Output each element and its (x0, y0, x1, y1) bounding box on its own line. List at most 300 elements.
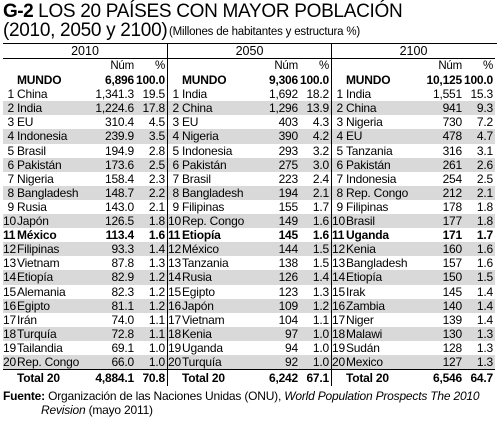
rank-cell: 12 (3, 242, 16, 257)
table-row (332, 87, 495, 101)
country-cell: Etiopía (182, 228, 221, 243)
table-row (168, 158, 331, 172)
table-row (168, 327, 331, 341)
table-row (332, 101, 495, 115)
rank-cell: 11 (332, 228, 345, 243)
table-row (168, 242, 331, 256)
total-pct: 67.1 (306, 371, 329, 386)
num-cell: 390 (278, 129, 298, 144)
country-cell: Pakistán (17, 157, 62, 172)
country-cell: Egipto (17, 298, 50, 313)
num-cell: 194 (278, 185, 298, 200)
country-cell: India (17, 101, 43, 116)
rank-cell: 10 (168, 214, 181, 229)
table-row (3, 256, 167, 270)
table-row (168, 115, 331, 129)
rank-cell: 16 (168, 298, 181, 313)
panel-year: 2010 (3, 44, 167, 59)
rank-cell: 16 (332, 298, 345, 313)
country-cell: Pakistán (182, 157, 227, 172)
country-cell: Rep. Congo (182, 214, 245, 229)
world-pct: 100.0 (299, 73, 329, 88)
pct-cell: 1.6 (476, 242, 493, 257)
country-cell: México (17, 228, 57, 243)
world-pct: 100.0 (463, 73, 493, 88)
pct-cell: 15.3 (470, 87, 493, 102)
country-cell: Brasil (182, 171, 211, 186)
pct-cell: 2.8 (148, 143, 165, 158)
rank-cell: 9 (172, 199, 179, 214)
country-cell: Etiopía (17, 270, 53, 285)
num-cell: 82.9 (111, 270, 134, 285)
rank-cell: 5 (336, 143, 343, 158)
subtitle-row (3, 21, 497, 41)
total-label: Total 20 (182, 371, 225, 386)
subtitle: (2010, 2050 y 2100) (3, 20, 168, 41)
num-cell: 310.4 (104, 115, 134, 130)
num-cell: 128 (442, 340, 462, 355)
table-row (332, 200, 495, 214)
num-cell: 316 (442, 143, 462, 158)
pct-cell: 1.4 (148, 242, 165, 257)
pct-cell: 1.6 (148, 228, 165, 243)
num-cell: 94 (285, 340, 298, 355)
table-row (3, 115, 167, 129)
pct-cell: 1.1 (312, 312, 329, 327)
rank-cell: 6 (336, 157, 343, 172)
column-header (3, 59, 167, 73)
country-cell: Bangladesh (182, 185, 244, 200)
table-row (168, 313, 331, 327)
country-cell: Bangladesh (346, 256, 408, 271)
total-row (3, 369, 167, 386)
country-cell: Vietnam (182, 312, 225, 327)
table-row (332, 186, 495, 200)
table-row (168, 285, 331, 299)
pct-cell: 1.0 (148, 340, 165, 355)
rank-cell: 18 (168, 326, 181, 341)
num-header: Núm (274, 60, 298, 72)
table-row (3, 129, 167, 143)
panel-2010 (3, 44, 167, 386)
country-cell: Filipinas (346, 199, 389, 214)
source-text: Organización de las Naciones Unidas (ONU), (48, 389, 282, 404)
table-row (332, 242, 495, 256)
world-label: MUNDO (182, 73, 227, 88)
pct-cell: 1.2 (148, 284, 165, 299)
country-cell: Rusia (182, 270, 212, 285)
num-cell: 157 (442, 256, 462, 271)
panel-2050 (167, 44, 331, 386)
rank-cell: 3 (172, 115, 179, 130)
pct-cell: 1.4 (476, 298, 493, 313)
rank-cell: 6 (7, 157, 14, 172)
panel-year: 2050 (168, 44, 331, 59)
num-cell: 403 (278, 115, 298, 130)
pct-cell: 4.2 (312, 129, 329, 144)
country-cell: Sudán (346, 340, 380, 355)
rank-cell: 11 (3, 228, 16, 243)
num-cell: 148.7 (104, 185, 134, 200)
country-cell: Zambia (346, 298, 385, 313)
total-pct: 64.7 (470, 371, 493, 386)
num-header: Núm (438, 60, 462, 72)
total-row (332, 369, 495, 386)
rank-cell: 8 (336, 185, 343, 200)
num-cell: 478 (442, 129, 462, 144)
pct-cell: 2.1 (148, 199, 165, 214)
country-cell: EU (346, 129, 363, 144)
pct-cell: 3.2 (312, 143, 329, 158)
num-cell: 69.1 (111, 340, 134, 355)
country-cell: Nigeria (17, 171, 54, 186)
table-row (3, 299, 167, 313)
country-cell: Indonesia (182, 143, 233, 158)
pct-cell: 1.3 (312, 284, 329, 299)
rank-cell: 19 (168, 340, 181, 355)
rank-cell: 7 (7, 171, 14, 186)
pct-header: % (482, 60, 493, 72)
num-cell: 130 (442, 326, 462, 341)
rank-cell: 15 (168, 284, 181, 299)
rank-cell: 14 (168, 270, 181, 285)
tables-container (3, 43, 497, 386)
num-cell: 177 (442, 214, 462, 229)
table-row (3, 87, 167, 101)
num-cell: 1,551 (432, 87, 462, 102)
table-row (168, 101, 331, 115)
pct-cell: 1.3 (476, 354, 493, 369)
rank-cell: 13 (332, 256, 345, 271)
table-row (332, 285, 495, 299)
rank-cell: 17 (3, 312, 16, 327)
num-cell: 155 (278, 199, 298, 214)
rank-cell: 3 (7, 115, 14, 130)
world-row (3, 73, 167, 87)
country-cell: Turquía (182, 354, 222, 369)
rank-cell: 14 (332, 270, 345, 285)
table-row (332, 256, 495, 270)
country-cell: Irán (17, 312, 37, 327)
world-row (168, 73, 331, 87)
rank-cell: 15 (332, 284, 345, 299)
rank-cell: 2 (7, 101, 14, 116)
rank-cell: 2 (336, 101, 343, 116)
pct-cell: 19.5 (142, 87, 165, 102)
table-row (3, 355, 167, 369)
num-cell: 223 (278, 171, 298, 186)
table-row (332, 158, 495, 172)
source-date: (mayo 2011) (88, 403, 153, 418)
country-cell: China (17, 87, 48, 102)
pct-header: % (154, 60, 165, 72)
pct-cell: 13.9 (306, 101, 329, 116)
num-cell: 126.5 (104, 214, 134, 229)
world-num: 6,896 (104, 73, 134, 88)
rank-header (3, 59, 17, 73)
table-row (332, 313, 495, 327)
num-cell: 149 (278, 214, 298, 229)
table-row (332, 228, 495, 242)
num-cell: 72.8 (111, 326, 134, 341)
rank-cell: 12 (168, 242, 181, 257)
total-num: 4,884.1 (95, 371, 134, 386)
num-cell: 158.4 (104, 171, 134, 186)
table-row (3, 228, 167, 242)
table-row (3, 172, 167, 186)
total-num: 6,546 (432, 371, 462, 386)
table-row (168, 256, 331, 270)
title-code: G-2 (3, 1, 34, 22)
num-cell: 730 (442, 115, 462, 130)
table-row (168, 186, 331, 200)
rank-cell: 20 (168, 354, 181, 369)
country-cell: Pakistán (346, 157, 391, 172)
num-cell: 123 (278, 284, 298, 299)
num-cell: 145 (278, 228, 298, 243)
country-cell: Japón (17, 214, 49, 229)
country-cell: Rep. Congo (346, 185, 409, 200)
table-row (3, 242, 167, 256)
rank-cell: 13 (168, 256, 181, 271)
country-cell: Indonesia (346, 171, 397, 186)
rank-cell: 7 (172, 171, 179, 186)
table-row (3, 341, 167, 355)
num-cell: 1,296 (268, 101, 298, 116)
country-cell: Niger (346, 312, 374, 327)
rank-cell: 1 (7, 87, 14, 102)
country-cell: Brasil (17, 143, 46, 158)
num-cell: 145 (442, 284, 462, 299)
pct-cell: 9.3 (476, 101, 493, 116)
total-label: Total 20 (17, 371, 60, 386)
rank-cell: 6 (172, 157, 179, 172)
rank-cell: 13 (3, 256, 16, 271)
table-row (332, 214, 495, 228)
pct-cell: 18.2 (306, 87, 329, 102)
num-cell: 93.3 (111, 242, 134, 257)
country-cell: Vietnam (17, 256, 60, 271)
country-cell: EU (182, 115, 199, 130)
num-cell: 127 (442, 354, 462, 369)
source-title-2: Revision (41, 403, 86, 418)
rank-header (168, 59, 182, 73)
country-cell: Egipto (182, 284, 215, 299)
panel-year: 2100 (332, 44, 495, 59)
country-cell: China (182, 101, 213, 116)
table-row (3, 313, 167, 327)
table-row (168, 144, 331, 158)
num-cell: 1,692 (268, 87, 298, 102)
num-cell: 92 (285, 354, 298, 369)
pct-cell: 1.3 (476, 326, 493, 341)
country-cell: Nigeria (346, 115, 383, 130)
num-cell: 1,224.6 (95, 101, 134, 116)
num-cell: 239.9 (104, 129, 134, 144)
country-cell: Filipinas (17, 242, 60, 257)
world-row (332, 73, 495, 87)
pct-cell: 4.7 (476, 129, 493, 144)
num-cell: 81.1 (111, 298, 134, 313)
rank-cell: 9 (336, 199, 343, 214)
num-cell: 66.0 (111, 354, 134, 369)
rank-cell: 8 (7, 185, 14, 200)
pct-cell: 1.5 (476, 270, 493, 285)
table-row (332, 270, 495, 284)
rank-cell: 18 (3, 326, 16, 341)
country-cell: Alemania (17, 284, 66, 299)
rank-cell: 4 (336, 129, 343, 144)
pct-cell: 1.2 (312, 298, 329, 313)
table-row (332, 129, 495, 143)
rank-cell: 12 (332, 242, 345, 257)
pct-cell: 1.1 (148, 326, 165, 341)
num-cell: 941 (442, 101, 462, 116)
pct-cell: 1.3 (148, 256, 165, 271)
total-label: Total 20 (346, 371, 389, 386)
rank-cell: 7 (336, 171, 343, 186)
table-row (332, 115, 495, 129)
pct-cell: 1.4 (476, 312, 493, 327)
num-cell: 126 (278, 270, 298, 285)
country-cell: Tailandia (17, 340, 63, 355)
pct-cell: 1.3 (476, 340, 493, 355)
country-cell: Malawi (346, 326, 383, 341)
num-cell: 173.6 (104, 157, 134, 172)
table-row (3, 285, 167, 299)
country-cell: Rusia (17, 199, 47, 214)
column-header (168, 59, 331, 73)
rank-cell: 18 (332, 326, 345, 341)
pct-cell: 1.2 (148, 270, 165, 285)
table-row (3, 200, 167, 214)
table-row (168, 87, 331, 101)
table-row (332, 299, 495, 313)
pct-cell: 1.4 (312, 270, 329, 285)
country-header (182, 59, 258, 73)
source-title-1: World Population Prospects The 2010 (284, 389, 480, 404)
pct-cell: 1.6 (476, 256, 493, 271)
pct-cell: 3.1 (476, 143, 493, 158)
pct-cell: 4.3 (312, 115, 329, 130)
pct-cell: 1.8 (148, 214, 165, 229)
table-row (168, 270, 331, 284)
num-cell: 212 (442, 185, 462, 200)
num-cell: 139 (442, 312, 462, 327)
rank-cell: 5 (172, 143, 179, 158)
column-header (332, 59, 495, 73)
pct-cell: 1.6 (312, 228, 329, 243)
rank-cell: 17 (168, 312, 181, 327)
source-label: Fuente: (3, 389, 45, 404)
pct-cell: 1.5 (312, 242, 329, 257)
num-cell: 109 (278, 298, 298, 313)
country-cell: India (346, 87, 372, 102)
pct-cell: 1.6 (312, 214, 329, 229)
num-cell: 160 (442, 242, 462, 257)
num-cell: 293 (278, 143, 298, 158)
table-row (3, 158, 167, 172)
country-cell: Tanzania (346, 143, 393, 158)
pct-cell: 17.8 (142, 101, 165, 116)
pct-cell: 2.5 (476, 171, 493, 186)
rank-cell: 9 (7, 199, 14, 214)
pct-cell: 1.8 (476, 199, 493, 214)
pct-cell: 2.5 (148, 157, 165, 172)
num-cell: 275 (278, 157, 298, 172)
table-row (3, 214, 167, 228)
num-cell: 82.3 (111, 284, 134, 299)
country-cell: Brasil (346, 214, 375, 229)
country-cell: Rep. Congo (17, 354, 80, 369)
num-cell: 254 (442, 171, 462, 186)
rank-cell: 1 (336, 87, 343, 102)
country-cell: India (182, 87, 208, 102)
country-cell: Mexico (346, 354, 383, 369)
rank-cell: 11 (168, 228, 181, 243)
table-row (332, 172, 495, 186)
country-cell: Etiopía (346, 270, 382, 285)
total-pct: 70.8 (142, 371, 165, 386)
table-row (168, 341, 331, 355)
pct-cell: 1.0 (312, 354, 329, 369)
rank-cell: 8 (172, 185, 179, 200)
table-row (3, 186, 167, 200)
country-cell: China (346, 101, 377, 116)
rank-header (332, 59, 346, 73)
pct-cell: 1.1 (148, 312, 165, 327)
pct-cell: 2.3 (148, 171, 165, 186)
pct-cell: 1.0 (312, 326, 329, 341)
total-row (168, 369, 331, 386)
pct-cell: 3.5 (148, 129, 165, 144)
pct-cell: 1.8 (476, 214, 493, 229)
table-row (332, 355, 495, 369)
rank-cell: 14 (3, 270, 16, 285)
table-row (168, 214, 331, 228)
num-cell: 1,341.3 (95, 87, 134, 102)
num-header: Núm (110, 60, 134, 72)
pct-cell: 1.0 (312, 340, 329, 355)
pct-cell: 2.6 (476, 157, 493, 172)
world-num: 9,306 (268, 73, 298, 88)
table-row (332, 341, 495, 355)
country-cell: Kenia (346, 242, 376, 257)
table-row (168, 299, 331, 313)
table-row (168, 172, 331, 186)
pct-cell: 1.0 (148, 354, 165, 369)
country-cell: Kenia (182, 326, 212, 341)
country-cell: Bangladesh (17, 185, 79, 200)
rank-cell: 16 (3, 298, 16, 313)
source-note (3, 389, 497, 417)
num-cell: 178 (442, 199, 462, 214)
num-cell: 113.4 (105, 228, 134, 243)
pct-header: % (318, 60, 329, 72)
pct-cell: 2.1 (312, 185, 329, 200)
table-row (332, 327, 495, 341)
table-row (168, 129, 331, 143)
world-num: 10,125 (426, 73, 462, 88)
rank-cell: 1 (172, 87, 179, 102)
country-header (17, 59, 94, 73)
country-cell: Indonesia (17, 129, 68, 144)
country-header (346, 59, 422, 73)
country-cell: Turquía (17, 326, 57, 341)
table-row (3, 144, 167, 158)
table-row (3, 327, 167, 341)
pct-cell: 2.1 (476, 185, 493, 200)
